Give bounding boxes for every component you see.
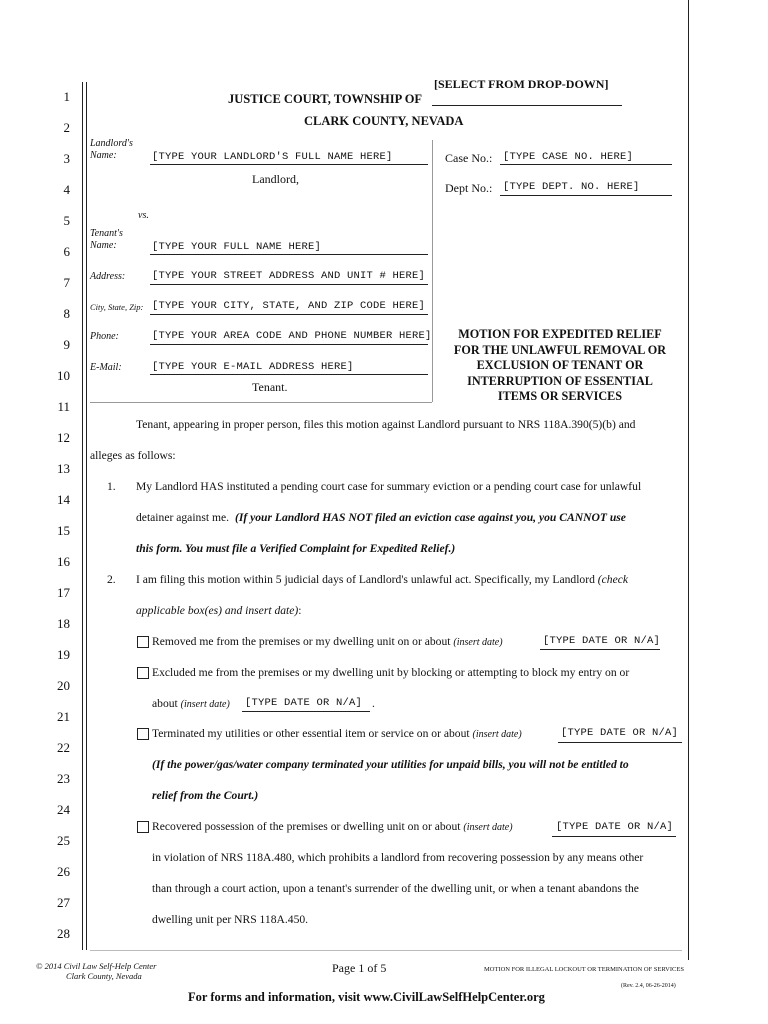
option-removed [152,635,503,648]
option-text: Terminated my utilities or other essential item or service on or about [152,727,470,740]
line-number: 15 [57,523,70,538]
line-number: 27 [57,895,70,910]
city-state-zip-label: City, State, Zip: [90,302,144,312]
footer-doc-title: MOTION FOR ILLEGAL LOCKOUT OR TERMINATION OF SERVICES [484,966,684,973]
paragraph-1-text [136,511,626,524]
paragraph-2-text: I am filing this motion within 5 judicial days of Landlord's unlawful act. Specifically, my Landlord [136,573,595,586]
court-name: JUSTICE COURT, TOWNSHIP OF [228,92,423,106]
tenant-name-field[interactable]: [TYPE YOUR FULL NAME HERE] [152,241,322,253]
line-number: 9 [63,337,70,352]
terminated-date-field[interactable]: [TYPE DATE OR N/A] [561,727,679,739]
intro-text: alleges as follows: [90,449,176,462]
line-number: 19 [57,647,70,662]
insert-date-label: (insert date) [472,729,522,740]
option-recovered [152,820,513,833]
paragraph-number: 1. [107,480,116,493]
line-number: 26 [57,864,70,879]
line-number: 18 [57,616,70,631]
city-state-zip-field[interactable]: [TYPE YOUR CITY, STATE, AND ZIP CODE HERE] [152,300,426,312]
caption-bottom-line [90,402,432,403]
paragraph-1-text: My Landlord HAS instituted a pending court case for summary eviction or a pending court case for unlawful [136,480,642,493]
landlord-name-field[interactable]: [TYPE YOUR LANDLORD'S FULL NAME HERE] [152,151,393,163]
paragraph-2-instruction: applicable box(es) and insert date) [136,604,299,617]
line-number: 22 [57,740,70,755]
line-number: 6 [63,244,70,259]
paragraph-2-text [136,573,628,586]
email-field[interactable]: [TYPE YOUR E-MAIL ADDRESS HERE] [152,361,354,373]
motion-title [440,327,680,405]
removed-date-field[interactable]: [TYPE DATE OR N/A] [543,635,661,647]
paragraph-1-warning: this form. You must file a Verified Complaint for Expedited Relief.) [136,542,456,555]
excluded-date-underline [242,711,370,712]
landlord-role: Landlord, [252,172,299,186]
case-number-field[interactable]: [TYPE CASE NO. HERE] [503,151,634,163]
tenant-name-underline [150,254,428,255]
line-number: 24 [57,802,70,817]
footer-revision: (Rev. 2.4, 06-26-2014) [621,983,676,989]
motion-title-line: ITEMS OR SERVICES [497,389,623,403]
right-margin-line [688,0,689,960]
colon: : [298,604,302,617]
line-number: 3 [63,151,70,166]
utilities-note: relief from the Court.) [152,789,259,802]
option-terminated [152,727,522,740]
left-margin-line-outer [82,82,83,950]
excluded-checkbox[interactable] [137,667,149,679]
website-link[interactable]: For forms and information, visit www.CivilLawSelfHelpCenter.org [188,990,545,1004]
option-recovered-text: in violation of NRS 118A.480, which prohibits a landlord from recovering possession by any means other [152,851,644,864]
page-number: Page 1 of 5 [332,961,387,975]
tenant-role: Tenant. [252,380,288,394]
recovered-date-underline [552,836,676,837]
township-underline [432,105,622,106]
line-number: 17 [57,585,70,600]
line-number: 4 [63,182,70,197]
line-number: 21 [57,709,70,724]
utilities-note: (If the power/gas/water company terminated your utilities for unpaid bills, you will not be entitled to [152,758,629,771]
option-text: Recovered possession of the premises or dwelling unit on or about [152,820,461,833]
intro-text: Tenant, appearing in proper person, files this motion against Landlord pursuant to NRS 118A.390(5)(b) and [136,418,636,431]
landlord-label: Landlord's Name: [90,138,133,161]
left-margin-line-inner [86,82,87,950]
line-number: 2 [63,120,70,135]
vs-label: vs. [138,210,149,221]
line-number: 7 [63,275,70,290]
option-text: about [152,697,178,710]
period: . [372,697,375,710]
township-dropdown[interactable]: [SELECT FROM DROP-DOWN] [434,77,609,91]
paragraph-2-text [136,604,302,617]
caption-divider [432,140,433,402]
excluded-date-field[interactable]: [TYPE DATE OR N/A] [245,697,363,709]
removed-checkbox[interactable] [137,636,149,648]
line-number: 12 [57,430,70,445]
line-number: 8 [63,306,70,321]
recovered-date-field[interactable]: [TYPE DATE OR N/A] [556,821,674,833]
option-excluded: Excluded me from the premises or my dwelling unit by blocking or attempting to block my entry on or [152,666,630,679]
case-number-underline [500,164,672,165]
paragraph-1-text: detainer against me. [136,511,230,524]
footer-county: Clark County, Nevada [66,971,142,981]
paragraph-number: 2. [107,573,116,586]
removed-date-underline [540,649,660,650]
motion-title-line: EXCLUSION OF TENANT OR [476,358,644,372]
line-number: 23 [57,771,70,786]
phone-label: Phone: [90,331,119,342]
option-text: Removed me from the premises or my dwelling unit on or about [152,635,451,648]
address-underline [150,284,428,285]
dept-number-label: Dept No.: [445,181,493,195]
footer-copyright: © 2014 Civil Law Self-Help Center [36,961,157,971]
motion-title-line: FOR THE UNLAWFUL REMOVAL OR [453,342,667,357]
paragraph-2-instruction: (check [597,573,629,586]
case-number-label: Case No.: [445,151,493,165]
address-label: Address: [90,271,126,282]
motion-title-line: MOTION FOR EXPEDITED RELIEF [458,327,662,341]
line-number: 10 [57,368,70,383]
line-number: 5 [63,213,70,228]
landlord-underline [150,164,428,165]
option-recovered-text: dwelling unit per NRS 118A.450. [152,913,309,926]
option-excluded [152,697,230,710]
line-number: 13 [57,461,70,476]
insert-date-label: (insert date) [463,822,513,833]
city-underline [150,314,428,315]
line-number: 20 [57,678,70,693]
motion-title-line: INTERRUPTION OF ESSENTIAL [467,373,653,388]
insert-date-label: (insert date) [180,699,230,710]
footer-rule [90,950,682,951]
line-number: 16 [57,554,70,569]
email-label: E-Mail: [90,362,122,373]
line-number: 11 [57,399,70,414]
paragraph-1-warning: (If your Landlord HAS NOT filed an eviction case against you, you CANNOT use [234,511,626,524]
address-field[interactable]: [TYPE YOUR STREET ADDRESS AND UNIT # HERE] [152,270,426,282]
line-number: 1 [63,89,70,104]
recovered-checkbox[interactable] [137,821,149,833]
option-recovered-text: than through a court action, upon a tenant's surrender of the dwelling unit, or when a tenant abandons the [152,882,639,895]
line-number: 25 [57,833,70,848]
line-number: 14 [57,492,70,507]
dept-number-underline [500,195,672,196]
terminated-checkbox[interactable] [137,728,149,740]
phone-underline [150,344,428,345]
phone-field[interactable]: [TYPE YOUR AREA CODE AND PHONE NUMBER HERE] [152,330,432,342]
tenant-name-label: Tenant's Name: [90,228,123,251]
email-underline [150,374,428,375]
line-number: 28 [57,926,70,941]
insert-date-label: (insert date) [453,637,503,648]
county-name: CLARK COUNTY, NEVADA [304,114,464,128]
dept-number-field[interactable]: [TYPE DEPT. NO. HERE] [503,181,640,193]
terminated-date-underline [558,742,682,743]
